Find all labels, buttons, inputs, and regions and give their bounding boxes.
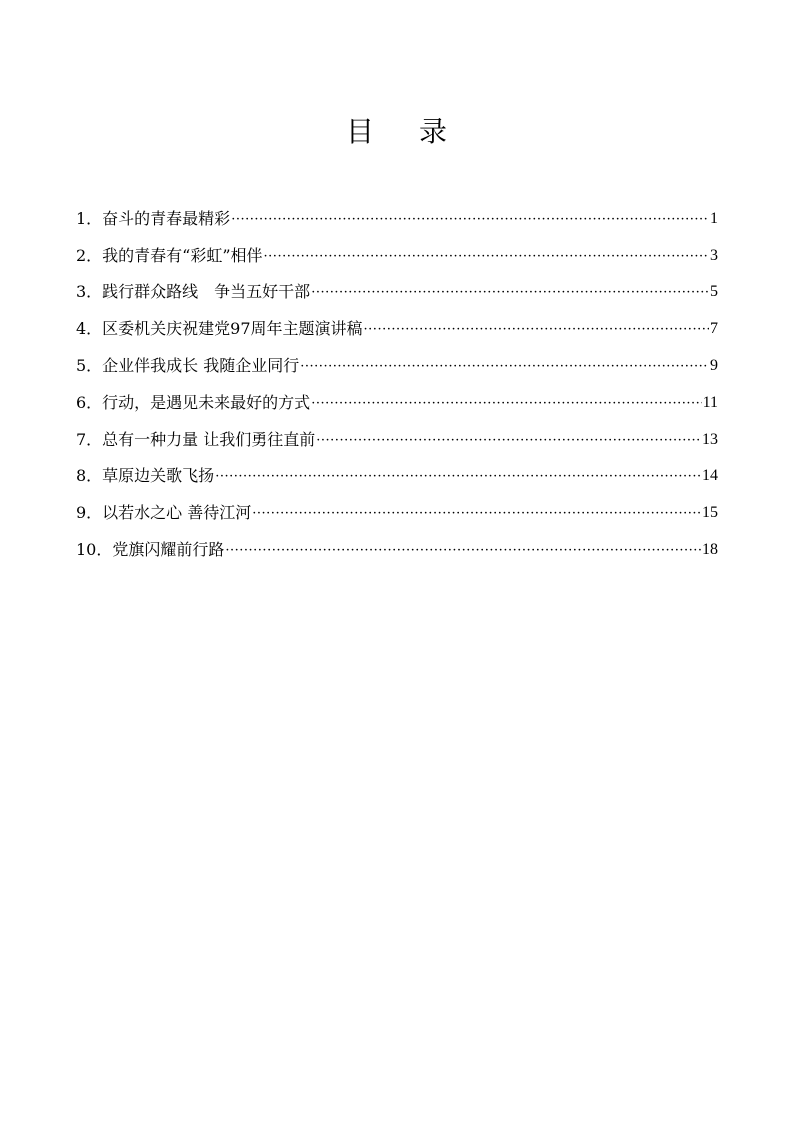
toc-page-number: 3 [710,246,718,264]
toc-entry-label: 8．草原边关歌飞扬 [76,466,215,486]
toc-entry-label: 3．践行群众路线 争当五好干部 [76,282,311,302]
toc-page-number: 14 [702,467,718,485]
toc-entry-label: 4．区委机关庆祝建党97周年主题演讲稿 [76,319,363,339]
toc-page-number: 13 [702,430,718,448]
toc-page-number: 1 [710,209,718,227]
toc-dot-leader [231,207,709,233]
toc-entry[interactable] [76,343,718,380]
toc-dot-leader [264,244,709,270]
toc-dot-leader [215,464,701,490]
toc-page-number: 11 [702,393,718,411]
toc-page-number: 7 [710,320,718,338]
toc-entry[interactable] [76,417,718,454]
toc-entry-label: 2．我的青春有“彩虹”相伴 [76,245,263,265]
toc-entry[interactable] [76,270,718,307]
table-of-contents [76,196,718,564]
toc-entry-label: 6．行动，是遇见未来最好的方式 [76,392,311,412]
toc-page-number: 15 [702,504,718,522]
toc-page-number: 18 [702,540,718,558]
toc-entry[interactable] [76,196,718,233]
page-title: 目 录 [346,115,465,148]
toc-dot-leader [252,501,701,527]
toc-dot-leader [364,317,709,343]
toc-entry[interactable] [76,233,718,270]
toc-entry-label: 5．企业伴我成长 我随企业同行 [76,355,300,375]
toc-entry-label: 9．以若水之心 善待江河 [76,503,252,523]
toc-entry[interactable] [76,306,718,343]
toc-entry[interactable] [76,527,718,564]
toc-entry[interactable] [76,380,718,417]
toc-entry-label: 1．奋斗的青春最精彩 [76,208,231,228]
toc-dot-leader [311,280,709,306]
toc-page-number: 5 [710,283,718,301]
toc-dot-leader [311,391,701,417]
toc-entry-label: 7．总有一种力量 让我们勇往直前 [76,429,316,449]
toc-page-number: 9 [710,356,718,374]
toc-entry[interactable] [76,490,718,527]
toc-entry-label: 10．党旗闪耀前行路 [76,539,225,559]
toc-dot-leader [225,538,701,564]
toc-dot-leader [316,428,701,454]
toc-dot-leader [300,354,709,380]
toc-entry[interactable] [76,454,718,491]
